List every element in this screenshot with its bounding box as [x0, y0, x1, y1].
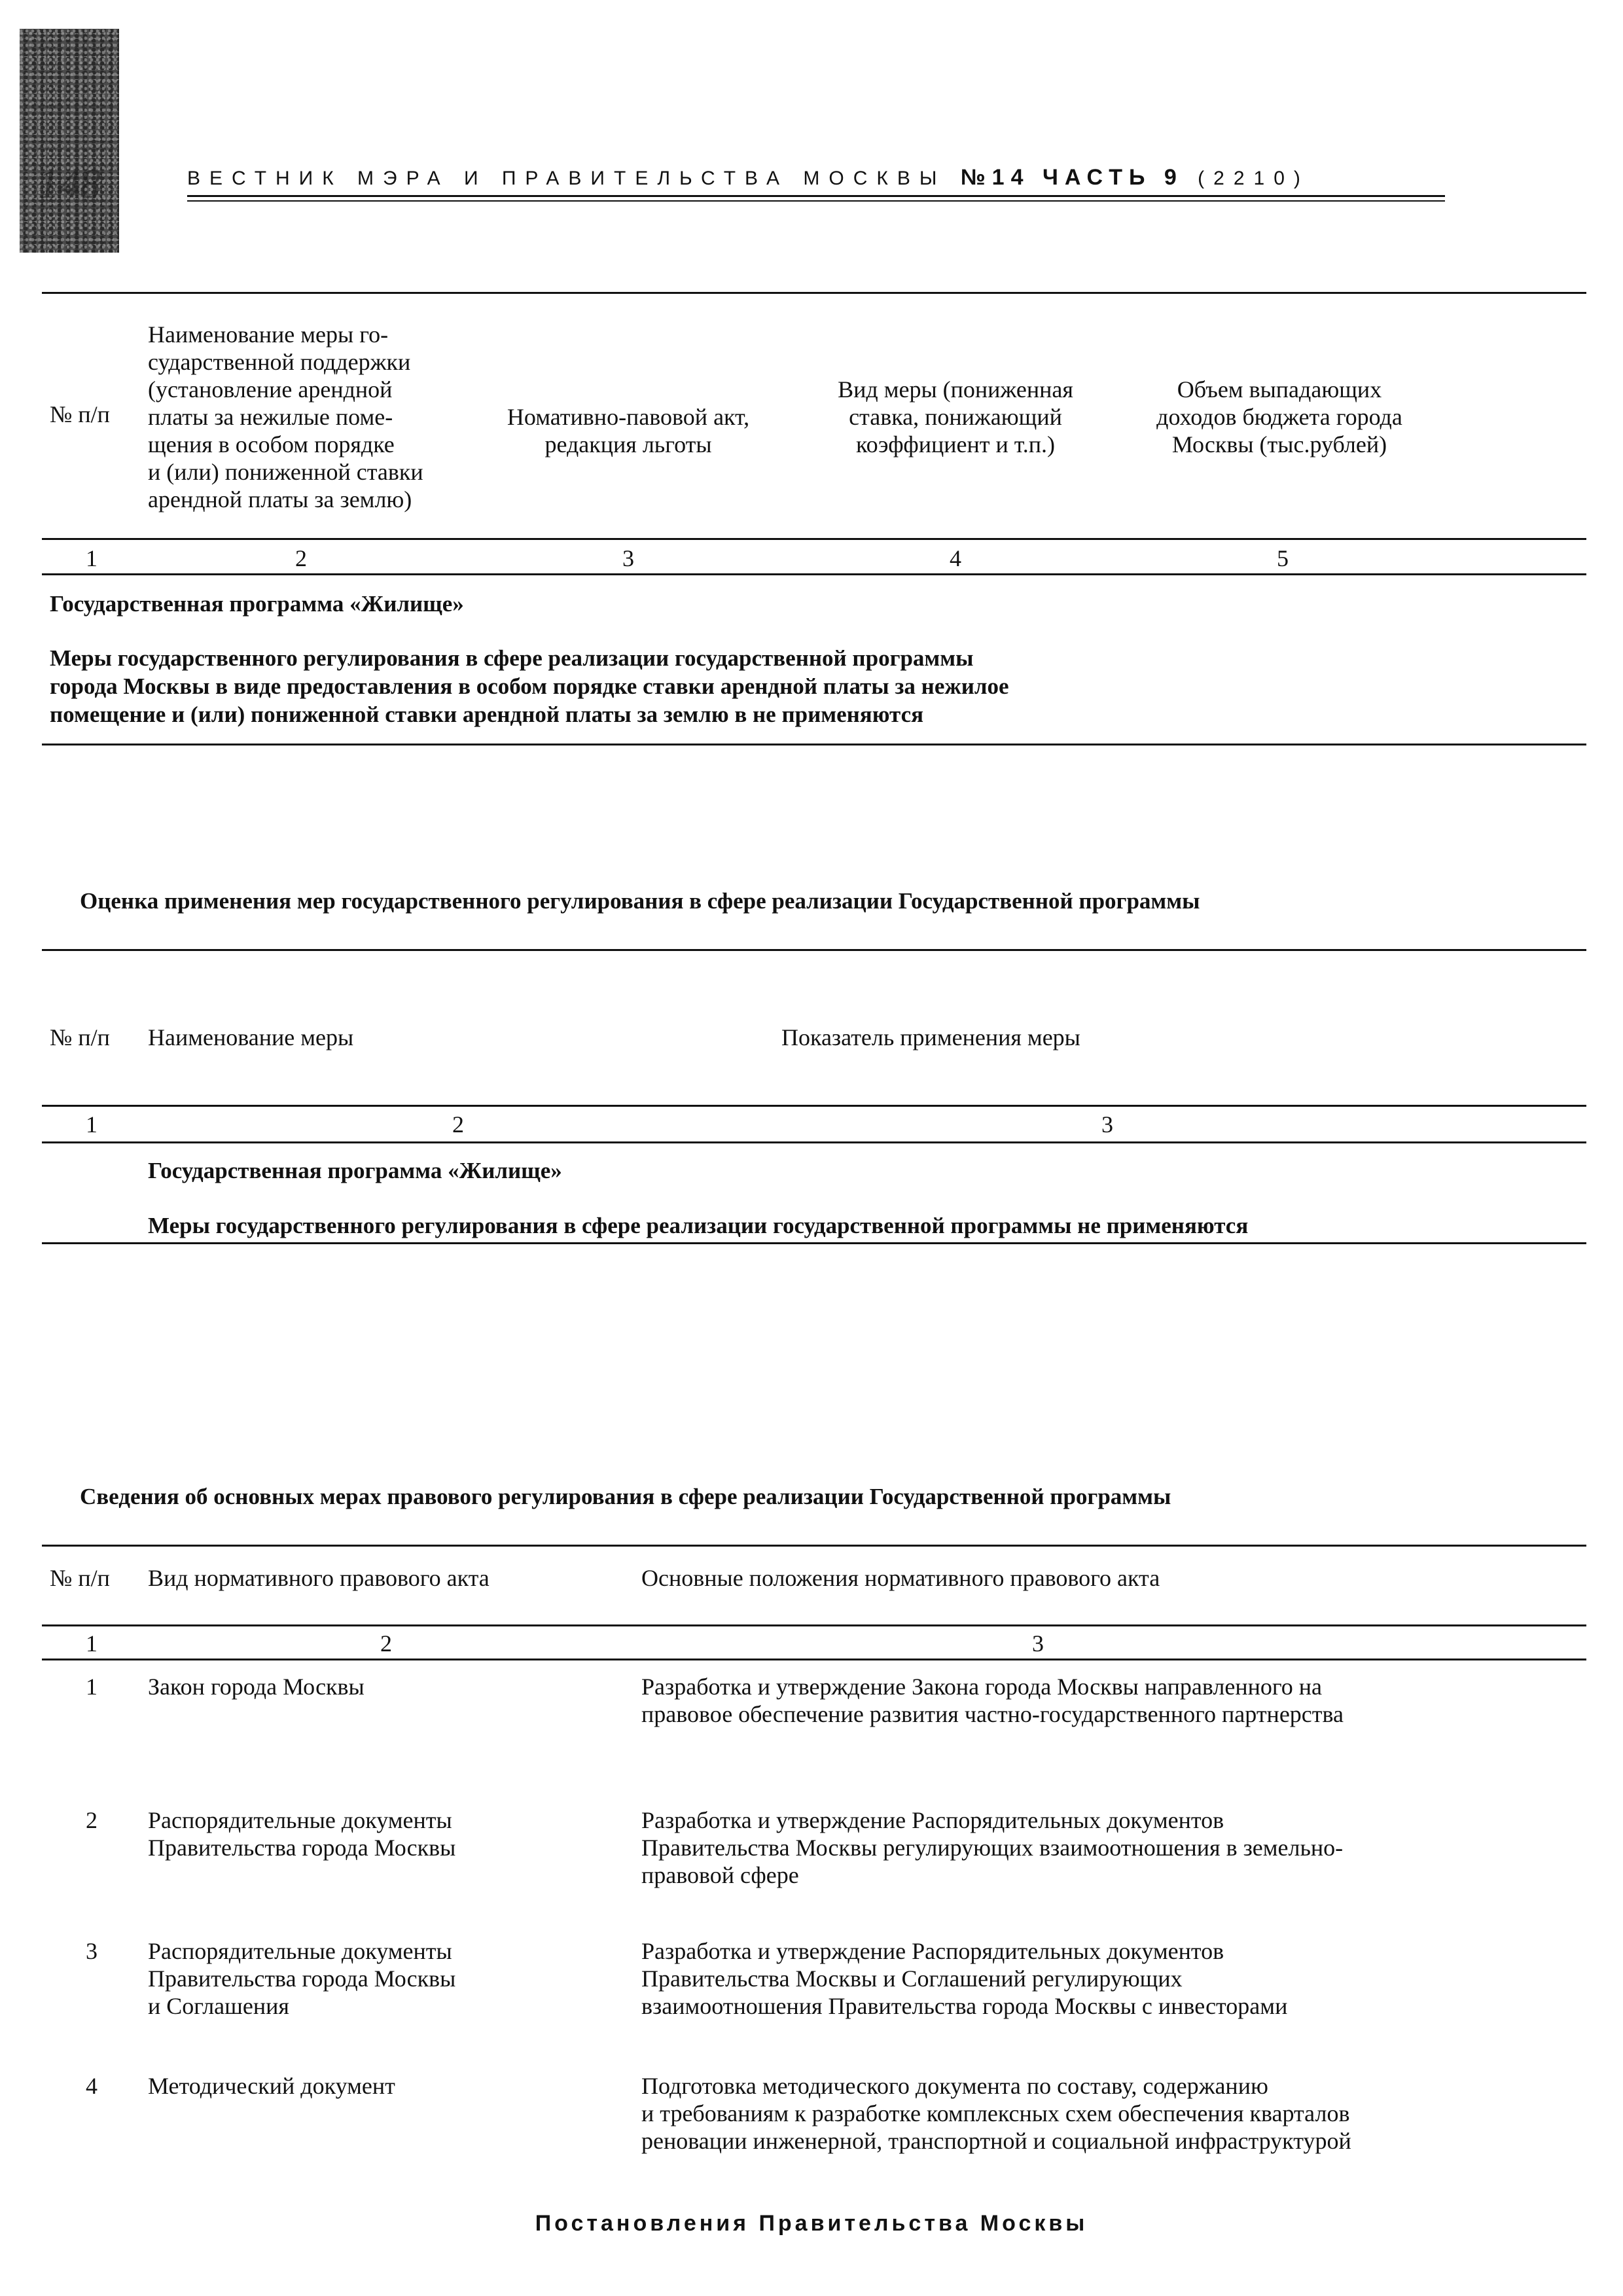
table1-col-act-header: Номативно-павовой акт, редакция льготы	[507, 404, 750, 457]
table3-top-rule	[42, 1545, 1586, 1547]
table3-number-rule	[42, 1659, 1586, 1660]
table1-col-num-header: № п/п	[50, 401, 110, 427]
table1-num-5: 5	[1277, 545, 1289, 571]
table2-top-rule	[42, 949, 1586, 951]
table3-num-1: 1	[86, 1630, 98, 1657]
table2-col-num-header: № п/п	[50, 1024, 110, 1050]
table3-col-content-header: Основные положения нормативного правового акта	[641, 1565, 1160, 1591]
table2-program: Государственная программа «Жилище»	[148, 1158, 562, 1183]
table3-header-rule	[42, 1624, 1586, 1626]
table2-number-rule	[42, 1141, 1586, 1143]
table2-col-measure-header: Наименование меры	[148, 1024, 354, 1050]
table2-col-indicator-header: Показатель применения меры	[781, 1024, 1080, 1050]
journal-serial: (2210)	[1198, 168, 1310, 189]
section3-title: Сведения об основных мерах правового регулирования в сфере реализации Государственной программы	[80, 1484, 1171, 1509]
table1-top-rule	[42, 292, 1586, 294]
table3-row-1-type: Закон города Москвы	[148, 1674, 365, 1700]
table2-num-1: 1	[86, 1111, 98, 1138]
table3-row-2-content: Разработка и утверждение Распорядительных документов Правительства Москвы регулирующих взаимоотношения в земельно- правовой сфере	[641, 1807, 1344, 1888]
table3-row-2-type: Распорядительные документы Правительства города Москвы	[148, 1807, 456, 1861]
table3-row-4-type: Методический документ	[148, 2073, 395, 2099]
table2-num-2: 2	[452, 1111, 464, 1138]
header-rule-thin	[187, 200, 1445, 202]
table1-header-rule	[42, 538, 1586, 540]
table1-col-volume-header: Объем выпадающих доходов бюджета города Москвы (тыс.рублей)	[1156, 376, 1402, 457]
table3-num-3: 3	[1032, 1630, 1044, 1657]
table3-row-3-type: Распорядительные документы Правительства города Москвы и Соглашения	[148, 1938, 456, 2019]
table3-row-3-content: Разработка и утверждение Распорядительных документов Правительства Москвы и Соглашений регулирующих взаимоотношения Правительства города Москвы с инвесторами	[641, 1938, 1288, 2019]
table1-number-rule	[42, 573, 1586, 575]
table2-note: Меры государственного регулирования в сфере реализации государственной программы не применяются	[148, 1213, 1249, 1238]
table1-note: Меры государственного регулирования в сфере реализации государственной программы города Москвы в виде предоставления в особом порядке ставки арендной платы за нежилое помещение и (или) пониженной ставки арендной платы за землю в не применяются	[50, 645, 1009, 727]
journal-header	[187, 165, 1310, 190]
page-number: 148	[38, 160, 101, 207]
journal-issue: №14 ЧАСТЬ 9	[960, 165, 1183, 190]
table3-row-4-num: 4	[86, 2073, 98, 2099]
table2-bottom-rule	[42, 1242, 1586, 1244]
journal-title: ВЕСТНИК МЭРА И ПРАВИТЕЛЬСТВА МОСКВЫ	[187, 168, 946, 189]
table3-row-2-num: 2	[86, 1807, 98, 1833]
table3-row-3-num: 3	[86, 1938, 98, 1964]
page-footer: Постановления Правительства Москвы	[535, 2211, 1088, 2236]
table2-num-3: 3	[1101, 1111, 1113, 1138]
table3-row-1-content: Разработка и утверждение Закона города Москвы направленного на правовое обеспечение развития частно-государственного партнерства	[641, 1674, 1344, 1727]
table1-program: Государственная программа «Жилище»	[50, 591, 464, 617]
header-rule	[187, 195, 1445, 197]
table2-header-rule	[42, 1105, 1586, 1107]
table1-num-4: 4	[950, 545, 961, 571]
table3-col-num-header: № п/п	[50, 1565, 110, 1591]
section2-title: Оценка применения мер государственного регулирования в сфере реализации Государственной программы	[80, 888, 1200, 914]
table1-num-3: 3	[622, 545, 634, 571]
table1-col-type-header: Вид меры (пониженная ставка, понижающий коэффициент и т.п.)	[838, 376, 1073, 457]
table1-num-2: 2	[295, 545, 307, 571]
table3-row-1-num: 1	[86, 1674, 98, 1700]
table3-num-2: 2	[380, 1630, 392, 1657]
table1-col-measure-header: Наименование меры го- сударственной поддержки (установление арендной платы за нежилые поме- щения в особом порядке и (или) пониженной ставки арендной платы за землю)	[148, 321, 423, 512]
table1-num-1: 1	[86, 545, 98, 571]
table3-col-type-header: Вид нормативного правового акта	[148, 1565, 490, 1591]
page-number-block	[20, 29, 119, 253]
table3-row-4-content: Подготовка методического документа по составу, содержанию и требованиям к разработке комплексных схем обеспечения кварталов реновации инженерной, транспортной и социальной инфраструктурой	[641, 2073, 1351, 2154]
table1-bottom-rule	[42, 744, 1586, 745]
